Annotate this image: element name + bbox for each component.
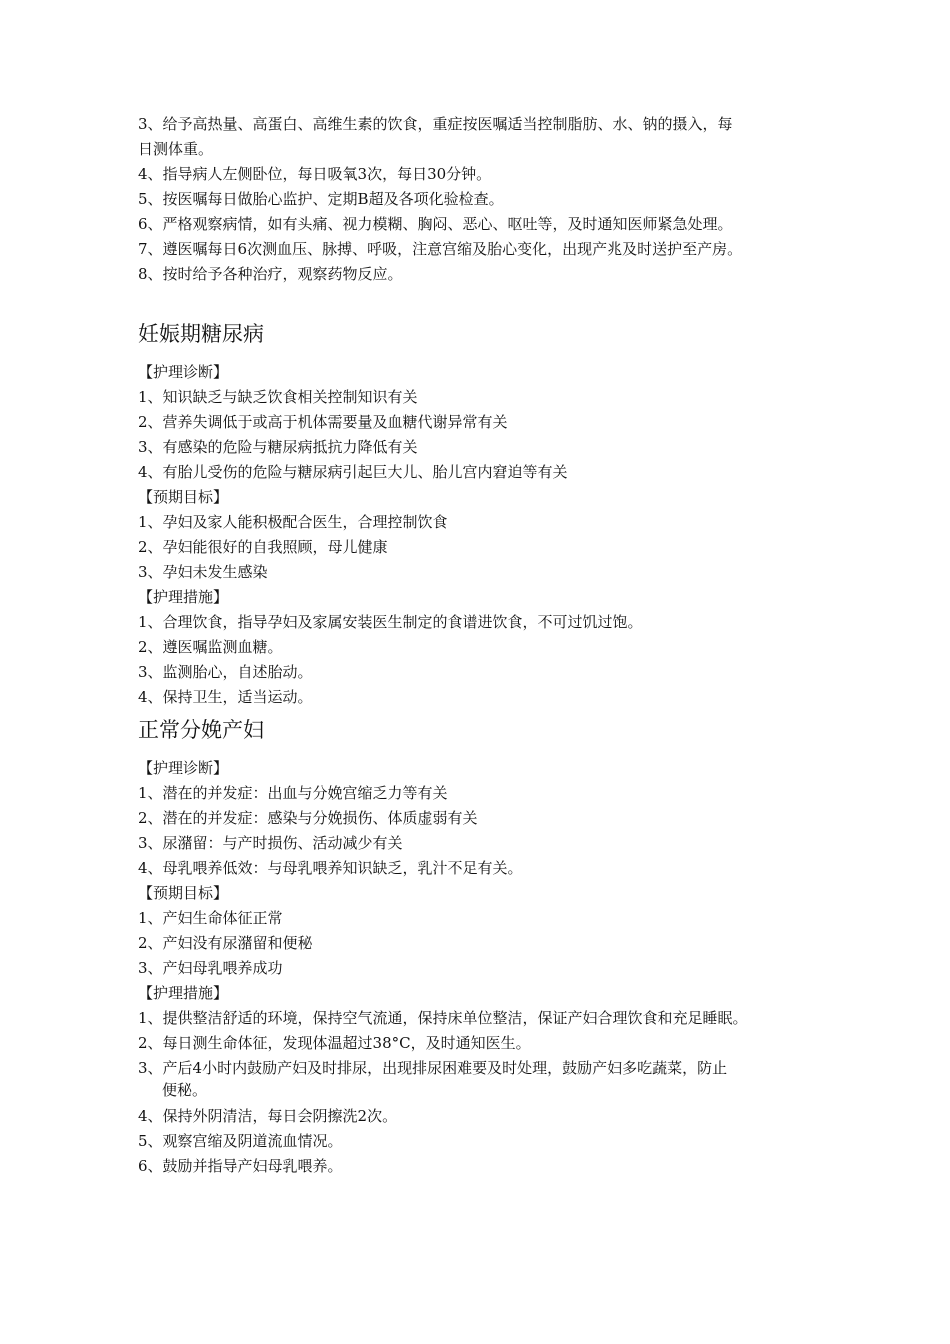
diagnosis-header: 【护理诊断】 — [138, 363, 229, 381]
goals-header: 【预期目标】 — [138, 884, 229, 902]
intro-line: 6、严格观察病情，如有头痛、视力模糊、胸闷、恶心、呕吐等，及时通知医师紧急处理。 — [138, 215, 733, 233]
diagnosis-item: 4、母乳喂养低效：与母乳喂养知识缺乏，乳汁不足有关。 — [138, 859, 523, 877]
measure-item: 3、产后4小时内鼓励产妇及时排尿，出现排尿困难要及时处理，鼓励产妇多吃蔬菜，防止 — [138, 1059, 728, 1077]
intro-line: 3、给予高热量、高蛋白、高维生素的饮食，重症按医嘱适当控制脂肪、水、钠的摄入，每 — [138, 115, 733, 133]
section-title: 正常分娩产妇 — [138, 718, 264, 742]
goal-item: 2、孕妇能很好的自我照顾，母儿健康 — [138, 538, 388, 556]
section-title: 妊娠期糖尿病 — [138, 322, 264, 346]
measure-item: 4、保持卫生，适当运动。 — [138, 688, 313, 706]
intro-line: 日测体重。 — [138, 140, 214, 158]
measures-header: 【护理措施】 — [138, 588, 229, 606]
measure-item: 2、遵医嘱监测血糖。 — [138, 638, 283, 656]
measure-item: 6、鼓励并指导产妇母乳喂养。 — [138, 1157, 343, 1175]
diagnosis-item: 4、有胎儿受伤的危险与糖尿病引起巨大儿、胎儿宫内窘迫等有关 — [138, 463, 568, 481]
measure-item: 1、合理饮食，指导孕妇及家属安装医生制定的食谱进饮食，不可过饥过饱。 — [138, 613, 643, 631]
goal-item: 1、产妇生命体征正常 — [138, 909, 283, 927]
diagnosis-item: 3、有感染的危险与糖尿病抵抗力降低有关 — [138, 438, 418, 456]
goal-item: 3、产妇母乳喂养成功 — [138, 959, 283, 977]
measure-item: 5、观察宫缩及阴道流血情况。 — [138, 1132, 343, 1150]
measure-item: 1、提供整洁舒适的环境，保持空气流通，保持床单位整洁，保证产妇合理饮食和充足睡眠。 — [138, 1009, 748, 1027]
diagnosis-item: 2、潜在的并发症：感染与分娩损伤、体质虚弱有关 — [138, 809, 478, 827]
goal-item: 2、产妇没有尿潴留和便秘 — [138, 934, 313, 952]
diagnosis-item: 3、尿潴留：与产时损伤、活动减少有关 — [138, 834, 403, 852]
measure-item: 3、监测胎心，自述胎动。 — [138, 663, 313, 681]
intro-line: 4、指导病人左侧卧位，每日吸氧3次，每日30分钟。 — [138, 165, 492, 183]
diagnosis-item: 2、营养失调低于或高于机体需要量及血糖代谢异常有关 — [138, 413, 508, 431]
goals-header: 【预期目标】 — [138, 488, 229, 506]
diagnosis-header: 【护理诊断】 — [138, 759, 229, 777]
intro-line: 7、遵医嘱每日6次测血压、脉搏、呼吸，注意宫缩及胎心变化，出现产兆及时送护至产房。 — [138, 240, 743, 258]
goal-item: 1、孕妇及家人能积极配合医生，合理控制饮食 — [138, 513, 448, 531]
measure-item-continuation: 便秘。 — [162, 1081, 208, 1099]
measure-item: 2、每日测生命体征，发现体温超过38°C，及时通知医生。 — [138, 1034, 531, 1052]
diagnosis-item: 1、知识缺乏与缺乏饮食相关控制知识有关 — [138, 388, 418, 406]
measures-header: 【护理措施】 — [138, 984, 229, 1002]
diagnosis-item: 1、潜在的并发症：出血与分娩宫缩乏力等有关 — [138, 784, 448, 802]
measure-item: 4、保持外阴清洁，每日会阴擦洗2次。 — [138, 1107, 398, 1125]
goal-item: 3、孕妇未发生感染 — [138, 563, 268, 581]
intro-line: 8、按时给予各种治疗，观察药物反应。 — [138, 265, 403, 283]
intro-line: 5、按医嘱每日做胎心监护、定期B超及各项化验检查。 — [138, 190, 504, 208]
